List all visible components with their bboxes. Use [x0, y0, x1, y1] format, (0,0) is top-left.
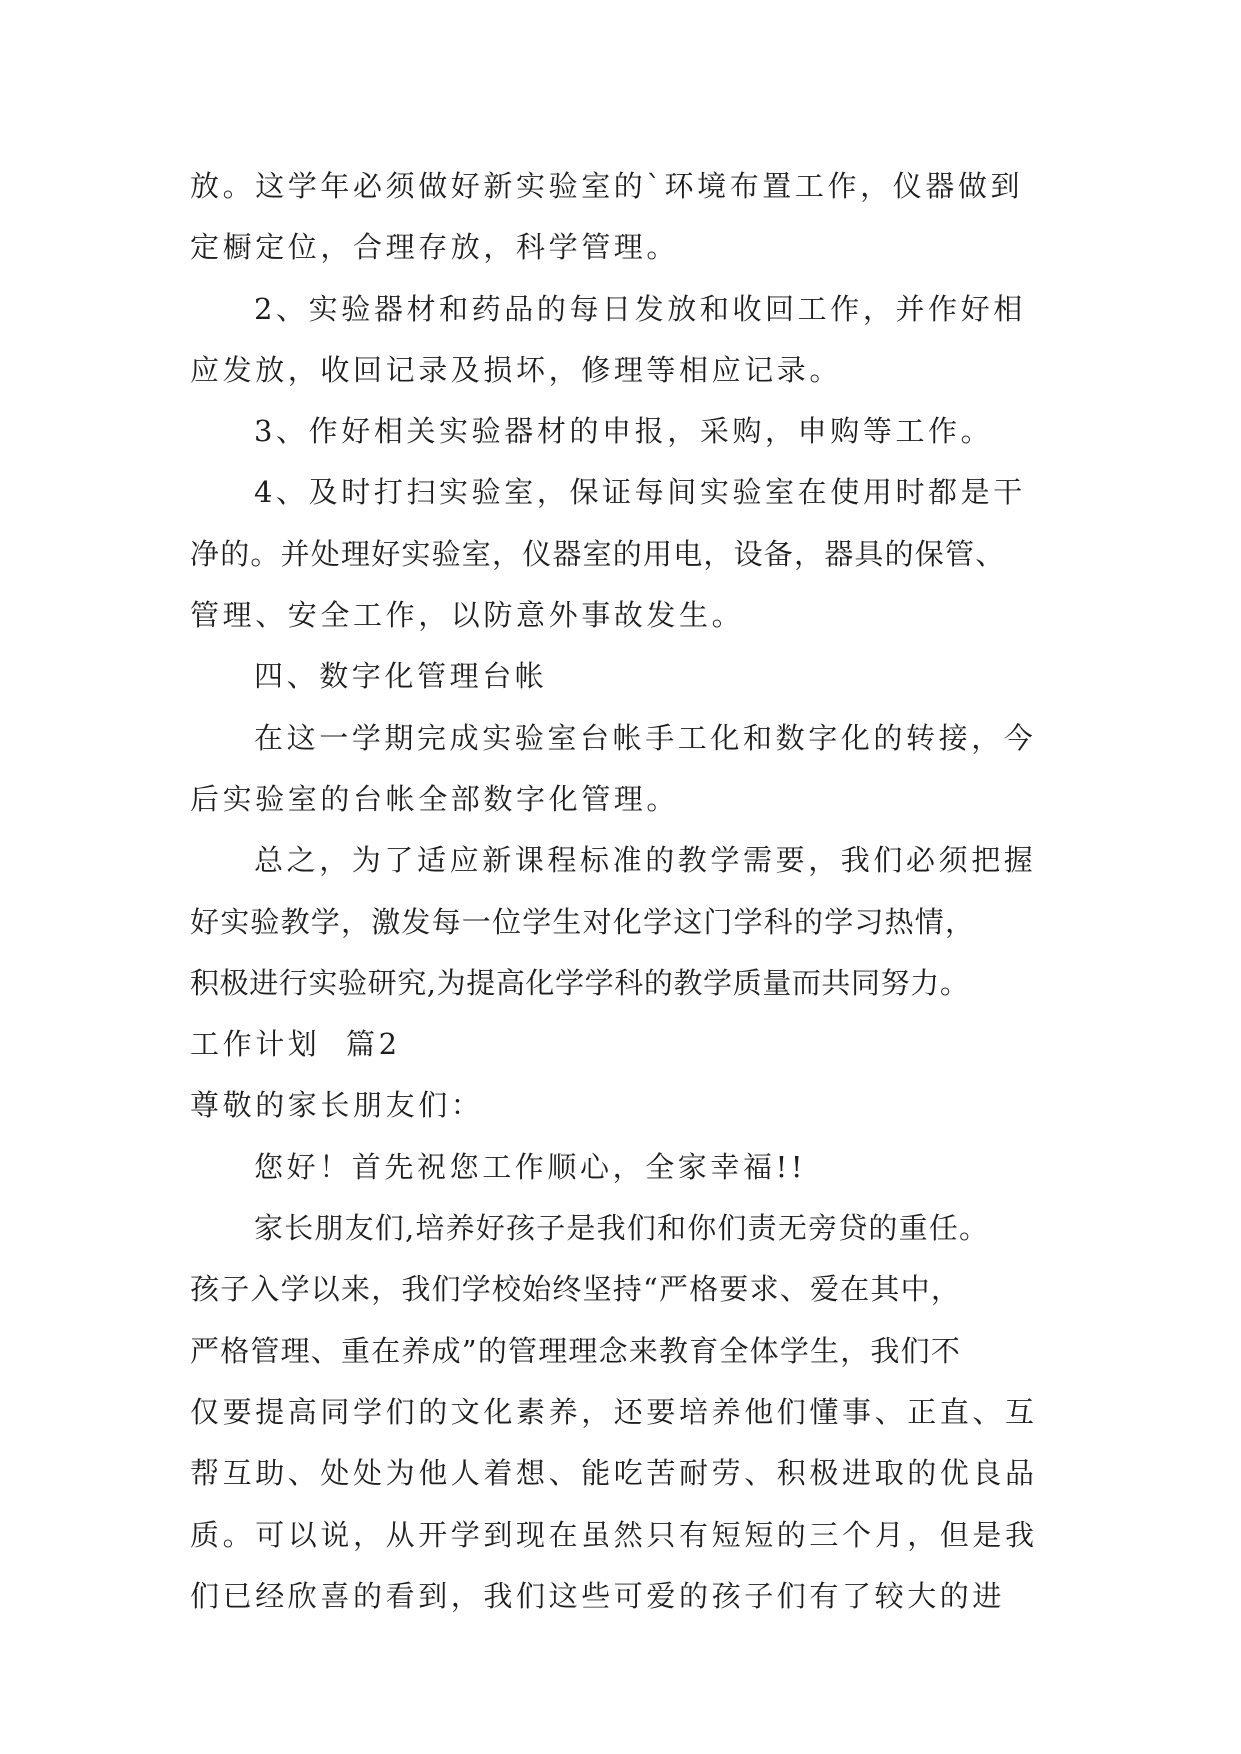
- document-body: [190, 156, 1050, 1627]
- paragraph-line: 在这一学期完成实验室台帐手工化和数字化的转接，今: [254, 720, 1037, 755]
- paragraph-line: 净的。并处理好实验室，仪器室的用电，设备，器具的保管、: [190, 536, 1006, 571]
- paragraph-line: 家长朋友们,培养好孩子是我们和你们责无旁贷的重任。: [254, 1211, 990, 1246]
- paragraph-line: 2、实验器材和药品的每日发放和收回工作，并作好相: [254, 291, 1026, 326]
- section-heading: 四、数字化管理台帐: [254, 659, 548, 694]
- paragraph-line: 3、作好相关实验器材的申报，采购，申购等工作。: [254, 414, 994, 449]
- paragraph-line: 4、及时打扫实验室，保证每间实验室在使用时都是干: [254, 475, 1026, 510]
- paragraph-line: 质。可以说，从开学到现在虽然只有短短的三个月，但是我: [190, 1517, 1038, 1552]
- salutation: 尊敬的家长朋友们：: [190, 1088, 484, 1123]
- paragraph-line: 您好！首先祝您工作顺心，全家幸福!!: [254, 1149, 807, 1184]
- paragraph-line: 放。这学年必须做好新实验室的`环境布置工作，仪器做到: [190, 169, 1024, 203]
- paragraph-line: 孩子入学以来，我们学校始终坚持“严格要求、爱在其中，: [190, 1272, 962, 1307]
- paragraph-line: 仅要提高同学们的文化素养，还要培养他们懂事、正直、互: [190, 1394, 1038, 1429]
- paragraph-line: 严格管理、重在养成”的管理理念来教育全体学生，我们不: [190, 1333, 962, 1368]
- paragraph-line: 帮互助、处处为他人着想、能吃苦耐劳、积极进取的优良品: [190, 1456, 1038, 1491]
- paragraph-line: 积极进行实验研究,为提高化学学科的教学质量而共同努力。: [190, 965, 970, 1000]
- paragraph-line: 管理、安全工作，以防意外事故发生。: [190, 598, 745, 633]
- paragraph-line: 应发放，收回记录及损坏，修理等相应记录。: [190, 352, 843, 387]
- paragraph-line: 定橱定位，合理存放，科学管理。: [190, 230, 680, 265]
- paragraph-line: 后实验室的台帐全部数字化管理。: [190, 781, 680, 816]
- paragraph-line: 们已经欣喜的看到，我们这些可爱的孩子们有了较大的进: [190, 1578, 1006, 1613]
- paragraph-line: 好实验教学，激发每一位学生对化学这门学科的学习热情，: [190, 904, 976, 939]
- section-title: 工作计划 篇2: [190, 1027, 401, 1062]
- paragraph-line: 总之，为了适应新课程标准的教学需要，我们必须把握: [254, 843, 1037, 878]
